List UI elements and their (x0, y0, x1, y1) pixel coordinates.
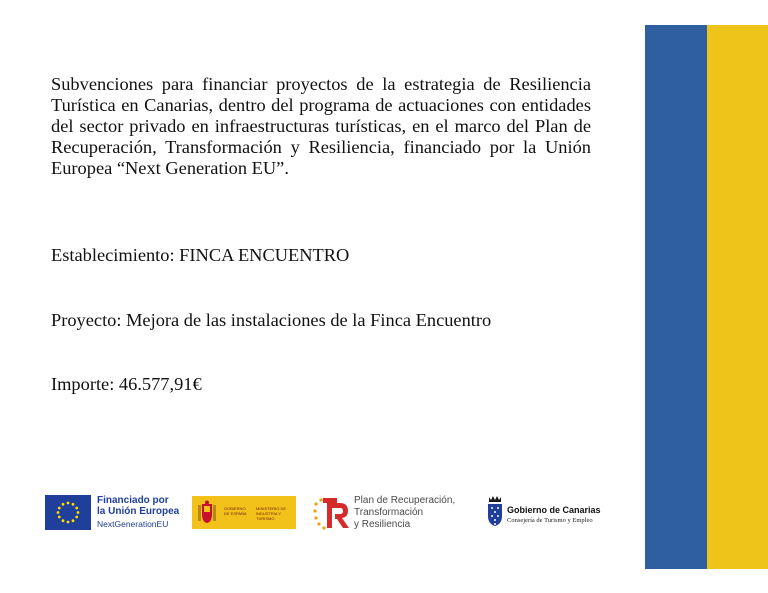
prtr-mark-icon (312, 494, 350, 532)
eu-text-line2: la Unión Europea (97, 506, 180, 517)
gobierno-espana-text: GOBIERNO DE ESPAÑA (224, 506, 247, 516)
establecimiento-line: Establecimiento: FINCA ENCUENTRO (51, 245, 350, 265)
gobierno-canarias-logo (486, 494, 610, 532)
prtr-text-line2: Transformación (354, 507, 424, 518)
blue-stripe (645, 25, 707, 569)
canarias-subtitle: Consejería de Turismo y Empleo (507, 517, 593, 524)
ministerio-text: MINISTERIO DE INDUSTRIA Y TURISMO (256, 506, 287, 521)
plan-recuperacion-logo (312, 493, 474, 533)
intro-paragraph: Subvenciones para financiar proyectos de la estrategia de Resiliencia Turística en Canarias, dentro del programa de actuaciones con entidades del sector privado en infraestructuras turísticas, en el marco del Plan de Recuperación, Transformación y Resiliencia, financiado por la Unión Europea “Next Generation EU”. (51, 74, 591, 178)
prtr-text-line3: y Resiliencia (354, 519, 411, 530)
proyecto-line: Proyecto: Mejora de las instalaciones de la Finca Encuentro (51, 310, 492, 330)
eu-flag-icon (45, 495, 91, 530)
prtr-text-line1: Plan de Recuperación, (354, 495, 456, 506)
eu-funding-logo (45, 495, 190, 531)
spain-coat-of-arms-icon (197, 500, 217, 525)
eu-text-line1: Financiado por (97, 495, 169, 506)
importe-line: Importe: 46.577,91€ (51, 374, 202, 394)
canarias-coat-of-arms-icon (486, 494, 504, 528)
eu-text-line3: NextGenerationEU (97, 519, 169, 529)
yellow-stripe (707, 25, 768, 569)
canarias-title: Gobierno de Canarias (507, 505, 601, 515)
gobierno-espana-logo (192, 496, 296, 529)
